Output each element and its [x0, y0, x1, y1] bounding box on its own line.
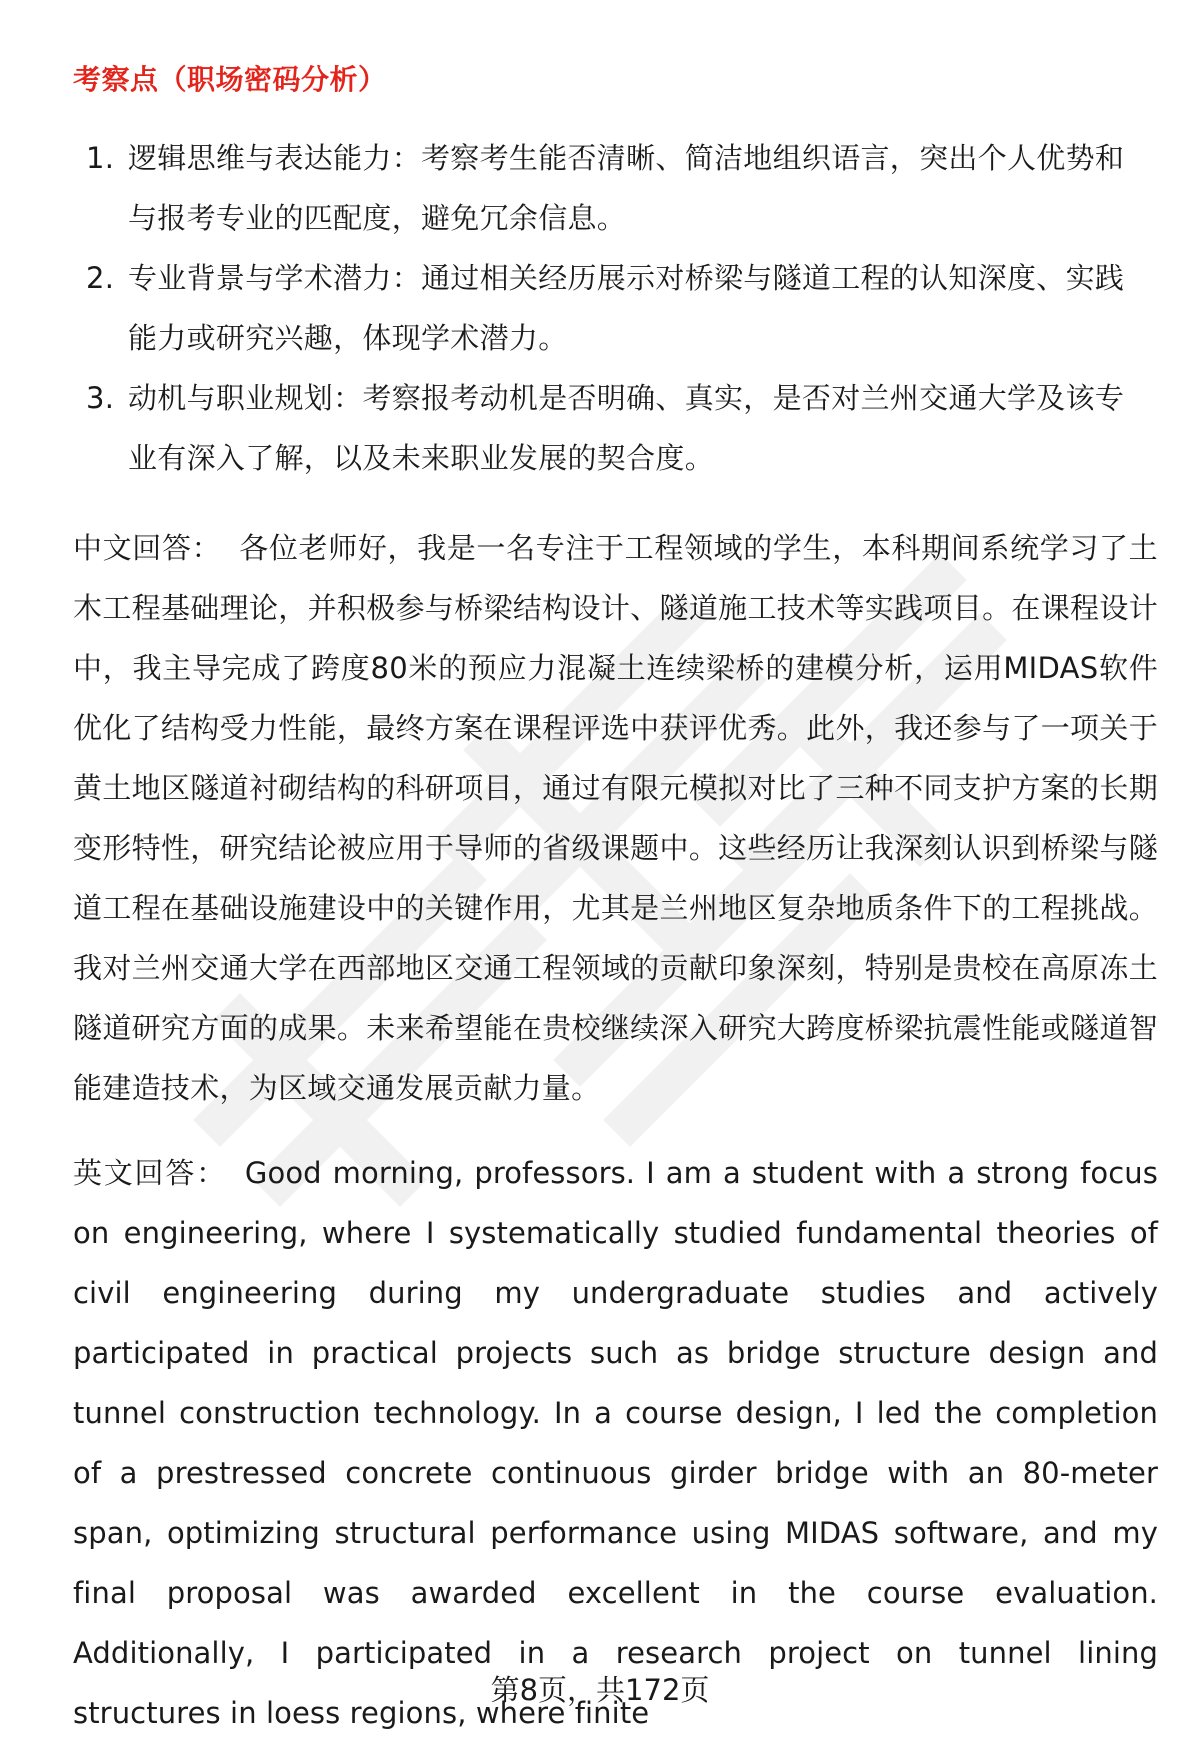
assessment-points-list [80, 128, 1140, 488]
list-item-number: 1. [86, 141, 115, 175]
list-item-text: 专业背景与学术潜力：通过相关经历展示对桥梁与隧道工程的认知深度、实践能力或研究兴趣，体现学术潜力。 [128, 261, 1125, 355]
list-item-text: 逻辑思维与表达能力：考察考生能否清晰、简洁地组织语言，突出个人优势和与报考专业的匹配度，避免冗余信息。 [128, 141, 1125, 235]
english-answer-paragraph [73, 1143, 1158, 1743]
list-item [80, 368, 1140, 488]
section-heading: 考察点（职场密码分析） [73, 63, 387, 96]
list-item-number: 2. [86, 261, 115, 295]
chinese-answer-text: 各位老师好，我是一名专注于工程领域的学生，本科期间系统学习了土木工程基础理论，并积极参与桥梁结构设计、隧道施工技术等实践项目。在课程设计中，我主导完成了跨度80米的预应力混凝土连续梁桥的建模分析，运用MIDAS软件优化了结构受力性能，最终方案在课程评选中获评优秀。此外，我还参与了一项关于黄土地区隧道衬砌结构的科研项目，通过有限元模拟对比了三种不同支护方案的长期变形特性，研究结论被应用于导师的省级课题中。这些经历让我深刻认识到桥梁与隧道工程在基础设施建设中的关键作用，尤其是兰州地区复杂地质条件下的工程挑战。我对兰州交通大学在西部地区交通工程领域的贡献印象深刻，特别是贵校在高原冻土隧道研究方面的成果。未来希望能在贵校继续深入研究大跨度桥梁抗震性能或隧道智能建造技术，为区域交通发展贡献力量。 [73, 531, 1158, 1105]
list-item-text: 动机与职业规划：考察报考动机是否明确、真实，是否对兰州交通大学及该专业有深入了解，以及未来职业发展的契合度。 [128, 381, 1125, 475]
english-answer-label: 英文回答： [73, 1156, 227, 1190]
list-item [80, 248, 1140, 368]
chinese-answer-paragraph [73, 518, 1158, 1118]
page-number-footer: 第8页，共172页 [490, 1673, 710, 1707]
list-item-number: 3. [86, 381, 115, 415]
english-answer-text: Good morning, professors. I am a student with a strong focus on engineering, where I systematically studied fundamental theories of civil engineering during my undergraduate studies and actively participated in practical projects such as bridge structure design and tunnel construction technology. In a course design, I led the completion of a prestressed concrete continuous girder bridge with an 80-meter span, optimizing structural performance using MIDAS software, and my final proposal was awarded excellent in the course evaluation. Additionally, I participated in a research project on tunnel lining structures in loess regions, where finite [73, 1156, 1158, 1730]
list-item [80, 128, 1140, 248]
chinese-answer-label: 中文回答： [73, 531, 222, 565]
